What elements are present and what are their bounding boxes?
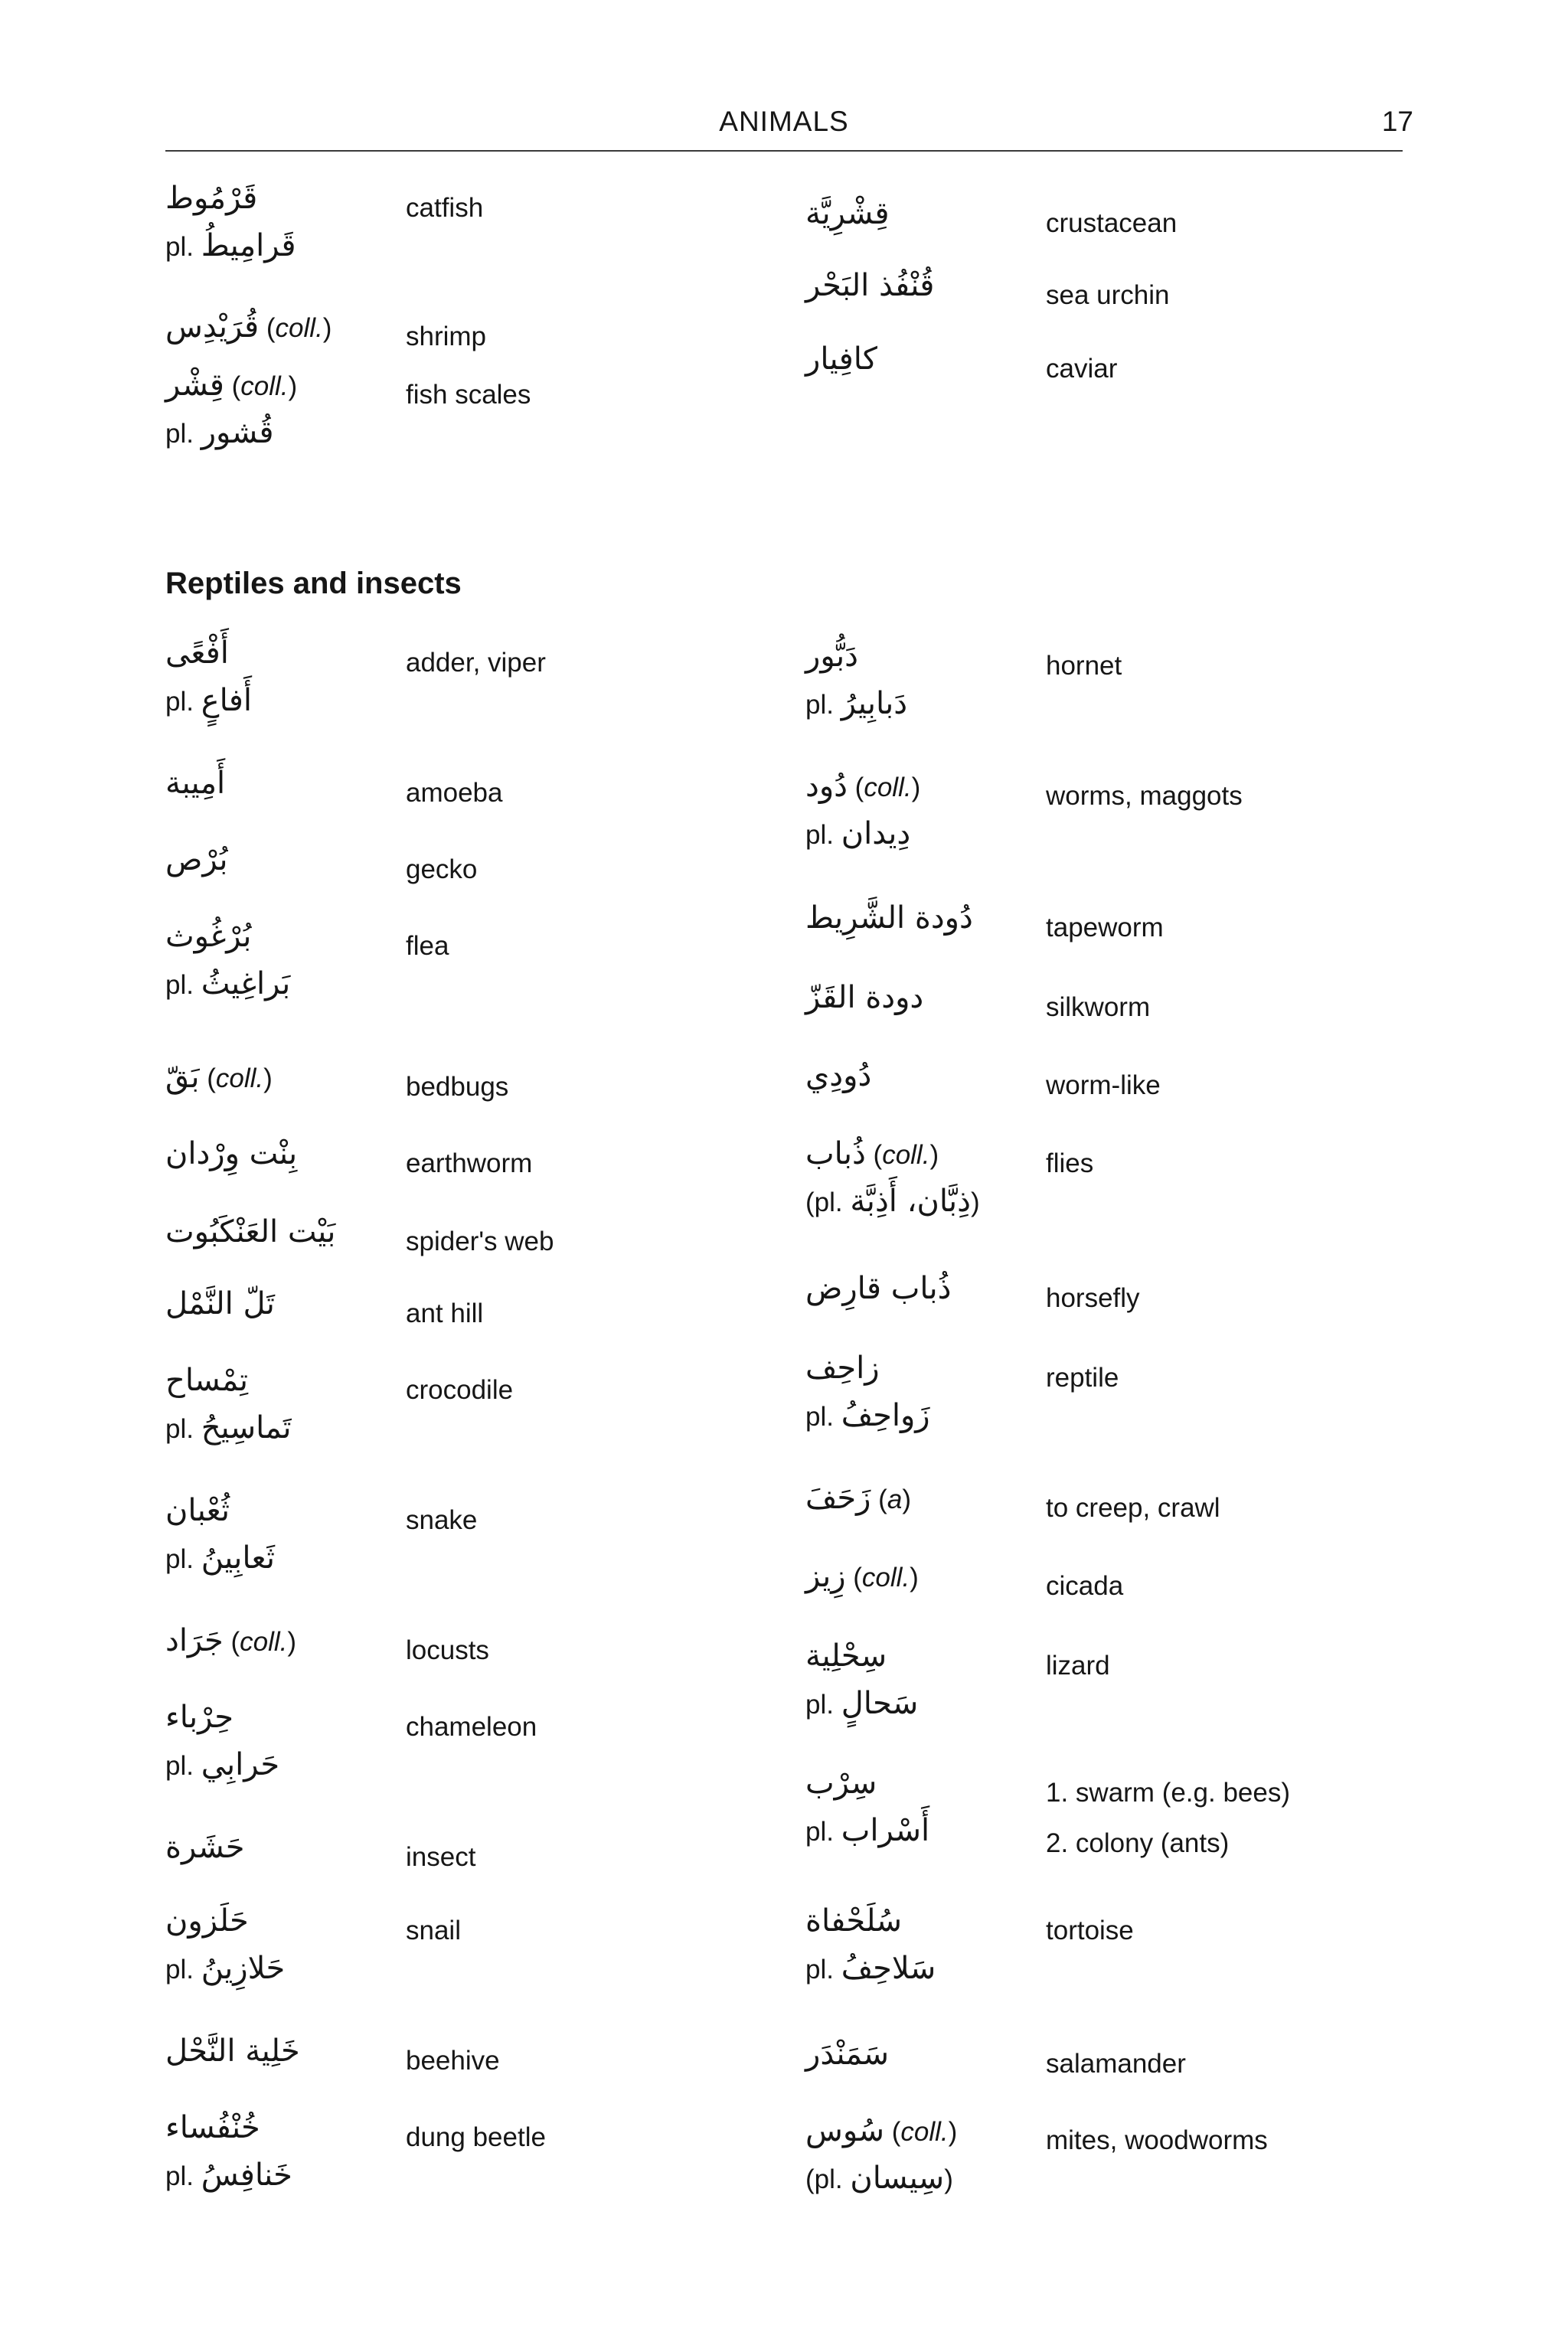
- english-gloss: silkworm: [1046, 992, 1151, 1022]
- arabic-headword-line: [165, 1286, 275, 1321]
- english-gloss: shrimp: [406, 322, 487, 351]
- arabic-headword-line: [165, 181, 257, 216]
- page-number: 17: [1381, 106, 1413, 137]
- arabic-headword: كافِيار: [805, 341, 877, 377]
- arabic-headword-line: [805, 2113, 957, 2148]
- plural-line: pl. خَنافِسُ: [165, 2158, 292, 2193]
- plural-line: pl. زَواحِفُ: [805, 1398, 930, 1433]
- arabic-plural: ذِبَّان، أَذِبَّة: [850, 1184, 971, 1219]
- arabic-headword: بَيْت العَنْكَبُوت: [165, 1214, 336, 1250]
- arabic-plural: سَلاحِفُ: [841, 1951, 936, 1986]
- arabic-plural: دِيدان: [841, 816, 911, 851]
- english-gloss: amoeba: [406, 778, 503, 808]
- arabic-headword: سِحْلِية: [805, 1638, 887, 1674]
- english-gloss: bedbugs: [406, 1072, 509, 1102]
- arabic-headword-line: [165, 1623, 296, 1658]
- grammar-note: (coll.): [224, 371, 298, 401]
- english-gloss: crocodile: [406, 1375, 514, 1405]
- english-gloss: crustacean: [1046, 208, 1178, 238]
- plural-line: pl. حَلازِينُ: [165, 1951, 286, 1986]
- arabic-headword: أَفْعًى: [165, 635, 229, 671]
- english-gloss: fish scales: [406, 380, 531, 410]
- english-gloss: salamander: [1046, 2049, 1186, 2079]
- arabic-headword-line: [805, 1271, 952, 1306]
- arabic-headword: سَمَنْدَر: [805, 2037, 890, 2072]
- arabic-headword-line: [805, 1481, 911, 1516]
- arabic-headword: سُلَحْفاة: [805, 1903, 902, 1939]
- plural-line: (pl. سِيسان): [805, 2161, 953, 2196]
- arabic-headword-line: [805, 2037, 889, 2072]
- grammar-note: (coll.): [259, 313, 332, 343]
- arabic-headword: خَلِية النَّحْل: [165, 2034, 300, 2069]
- arabic-plural: قَرامِيطُ: [201, 228, 296, 263]
- arabic-plural: زَواحِفُ: [841, 1398, 930, 1433]
- english-gloss: beehive: [406, 2046, 500, 2076]
- grammar-note: (coll.): [845, 1563, 919, 1592]
- arabic-headword: جَرَاد: [165, 1623, 224, 1658]
- arabic-headword-line: [805, 196, 889, 231]
- arabic-headword-line: [165, 2110, 260, 2145]
- arabic-headword: زِيز: [805, 1559, 846, 1594]
- english-gloss: flea: [406, 931, 449, 961]
- arabic-headword: قُنْفُذ البَحْر: [805, 268, 935, 303]
- arabic-headword: بَقّ: [165, 1060, 200, 1095]
- english-gloss: reptile: [1046, 1363, 1119, 1393]
- english-gloss: insect: [406, 1842, 476, 1872]
- english-gloss: snake: [406, 1505, 478, 1535]
- plural-line: pl. سَحالٍ: [805, 1686, 919, 1721]
- arabic-headword: زاحِف: [805, 1351, 880, 1386]
- arabic-headword-line: [165, 842, 228, 877]
- arabic-headword: دودة القَزّ: [805, 980, 924, 1015]
- plural-line: pl. تَماسِيحُ: [165, 1410, 292, 1446]
- arabic-headword-line: [165, 368, 297, 403]
- arabic-headword: زَحَفَ: [805, 1481, 871, 1516]
- header-rule: [165, 150, 1403, 152]
- english-gloss: ant hill: [406, 1298, 484, 1328]
- plural-line: pl. أَفاعٍ: [165, 683, 252, 718]
- english-gloss: flies: [1046, 1148, 1094, 1178]
- english-gloss: locusts: [406, 1635, 489, 1665]
- arabic-headword-line: [165, 1903, 249, 1939]
- grammar-note: (coll.): [223, 1627, 297, 1657]
- english-gloss: cicada: [1046, 1571, 1124, 1601]
- arabic-plural: أَسْراب: [841, 1813, 930, 1848]
- arabic-headword-line: [165, 2034, 300, 2069]
- english-gloss: spider's web: [406, 1227, 554, 1256]
- arabic-headword-line: [805, 1136, 939, 1171]
- arabic-headword: سُوس: [805, 2113, 885, 2148]
- arabic-plural: حَلازِينُ: [201, 1951, 286, 1986]
- english-gloss: earthworm: [406, 1148, 533, 1178]
- arabic-headword-line: [165, 766, 225, 801]
- arabic-headword: دَبُّور: [805, 639, 858, 674]
- running-header-title: ANIMALS: [719, 106, 849, 137]
- arabic-headword: ذُباب: [805, 1136, 866, 1171]
- arabic-plural: بَراغِيثُ: [201, 966, 291, 1001]
- arabic-headword-line: [805, 268, 934, 303]
- arabic-headword: ثُعْبان: [165, 1493, 230, 1528]
- arabic-plural: خَنافِسُ: [201, 2158, 292, 2193]
- english-gloss: snail: [406, 1916, 461, 1945]
- plural-line: pl. دَبابِيرُ: [805, 686, 908, 721]
- arabic-headword-line: [805, 639, 858, 674]
- english-gloss: catfish: [406, 193, 484, 223]
- arabic-headword: حِرْباء: [165, 1700, 234, 1735]
- arabic-headword-line: [165, 1700, 234, 1735]
- arabic-headword: أَمِيبة: [165, 766, 226, 801]
- english-gloss: dung beetle: [406, 2122, 546, 2152]
- plural-line: pl. قَرامِيطُ: [165, 228, 296, 263]
- arabic-plural: سِيسان: [850, 2161, 945, 2196]
- arabic-plural: أَفاعٍ: [201, 683, 252, 718]
- arabic-headword: دُودِي: [805, 1058, 872, 1093]
- arabic-headword: حَشَرة: [165, 1830, 245, 1865]
- arabic-headword-line: [805, 1559, 919, 1594]
- english-gloss: lizard: [1046, 1651, 1110, 1681]
- english-gloss-secondary: 2. colony (ants): [1046, 1828, 1230, 1858]
- arabic-headword-line: [805, 1058, 871, 1093]
- arabic-headword: قِشْرِيَّة: [805, 196, 890, 231]
- arabic-headword: حَلَزون: [165, 1903, 249, 1939]
- arabic-headword-line: [805, 1903, 902, 1939]
- arabic-headword-line: [165, 919, 251, 954]
- arabic-headword-line: [805, 1351, 880, 1386]
- english-gloss: to creep, crawl: [1046, 1493, 1220, 1523]
- plural-line: pl. سَلاحِفُ: [805, 1951, 936, 1986]
- arabic-headword-line: [805, 1766, 877, 1801]
- english-gloss: chameleon: [406, 1712, 537, 1742]
- arabic-plural: دَبابِيرُ: [841, 686, 908, 721]
- grammar-note: (coll.): [199, 1063, 273, 1093]
- arabic-headword: ذُباب قارِض: [805, 1271, 952, 1306]
- english-gloss: gecko: [406, 854, 478, 884]
- arabic-headword-line: [805, 769, 920, 804]
- arabic-plural: سَحالٍ: [841, 1686, 919, 1721]
- arabic-headword-line: [805, 900, 973, 936]
- arabic-headword-line: [165, 1493, 230, 1528]
- grammar-note: (a): [871, 1485, 911, 1514]
- arabic-headword: بُرْص: [165, 842, 228, 877]
- english-gloss: hornet: [1046, 651, 1122, 681]
- english-gloss: adder, viper: [406, 648, 546, 678]
- arabic-headword-line: [165, 1060, 273, 1095]
- arabic-headword-line: [805, 1638, 887, 1674]
- plural-line: pl. دِيدان: [805, 816, 911, 851]
- arabic-headword-line: [165, 1214, 335, 1250]
- arabic-headword: قِشْر: [165, 368, 224, 403]
- english-gloss: sea urchin: [1046, 280, 1170, 310]
- arabic-headword-line: [805, 341, 877, 377]
- arabic-headword: بُرْغُوث: [165, 919, 252, 954]
- english-gloss: horsefly: [1046, 1283, 1140, 1313]
- arabic-headword: سِرْب: [805, 1766, 877, 1801]
- grammar-note: (coll.): [847, 773, 921, 802]
- grammar-note: (coll.): [865, 1140, 939, 1170]
- english-gloss: 1. swarm (e.g. bees): [1046, 1778, 1290, 1808]
- english-gloss: caviar: [1046, 354, 1118, 384]
- arabic-headword-line: [165, 635, 229, 671]
- section-heading: Reptiles and insects: [165, 567, 462, 600]
- arabic-headword: قَرْمُوط: [165, 181, 258, 216]
- arabic-headword: بِنْت وِرْدان: [165, 1136, 298, 1171]
- arabic-headword: تَلّ النَّمْل: [165, 1286, 275, 1321]
- english-gloss: worm-like: [1046, 1070, 1161, 1100]
- english-gloss: worms, maggots: [1046, 781, 1243, 811]
- plural-line: (pl. ذِبَّان، أَذِبَّة): [805, 1184, 980, 1219]
- arabic-plural: حَرابِي: [201, 1747, 280, 1782]
- plural-line: pl. ثَعابِينُ: [165, 1540, 275, 1576]
- arabic-plural: قُشور: [201, 415, 274, 450]
- english-gloss: tapeworm: [1046, 913, 1164, 942]
- plural-line: pl. قُشور: [165, 415, 274, 450]
- arabic-headword: دُودة الشَّرِيط: [805, 900, 973, 936]
- plural-line: pl. حَرابِي: [165, 1747, 280, 1782]
- arabic-headword: خُنْفُساء: [165, 2110, 260, 2145]
- arabic-plural: تَماسِيحُ: [201, 1410, 292, 1446]
- plural-line: pl. بَراغِيثُ: [165, 966, 291, 1001]
- english-gloss: mites, woodworms: [1046, 2125, 1268, 2155]
- arabic-headword-line: [805, 980, 923, 1015]
- arabic-headword: تِمْساح: [165, 1363, 248, 1398]
- plural-line: pl. أَسْراب: [805, 1813, 930, 1848]
- arabic-plural: ثَعابِينُ: [201, 1540, 275, 1576]
- english-gloss: tortoise: [1046, 1916, 1134, 1945]
- arabic-headword: دُود: [805, 769, 848, 804]
- arabic-headword: قُرَيْدِس: [165, 309, 260, 345]
- grammar-note: (coll.): [884, 2117, 958, 2147]
- arabic-headword-line: [165, 309, 332, 345]
- arabic-headword-line: [165, 1363, 248, 1398]
- arabic-headword-line: [165, 1136, 297, 1171]
- arabic-headword-line: [165, 1830, 244, 1865]
